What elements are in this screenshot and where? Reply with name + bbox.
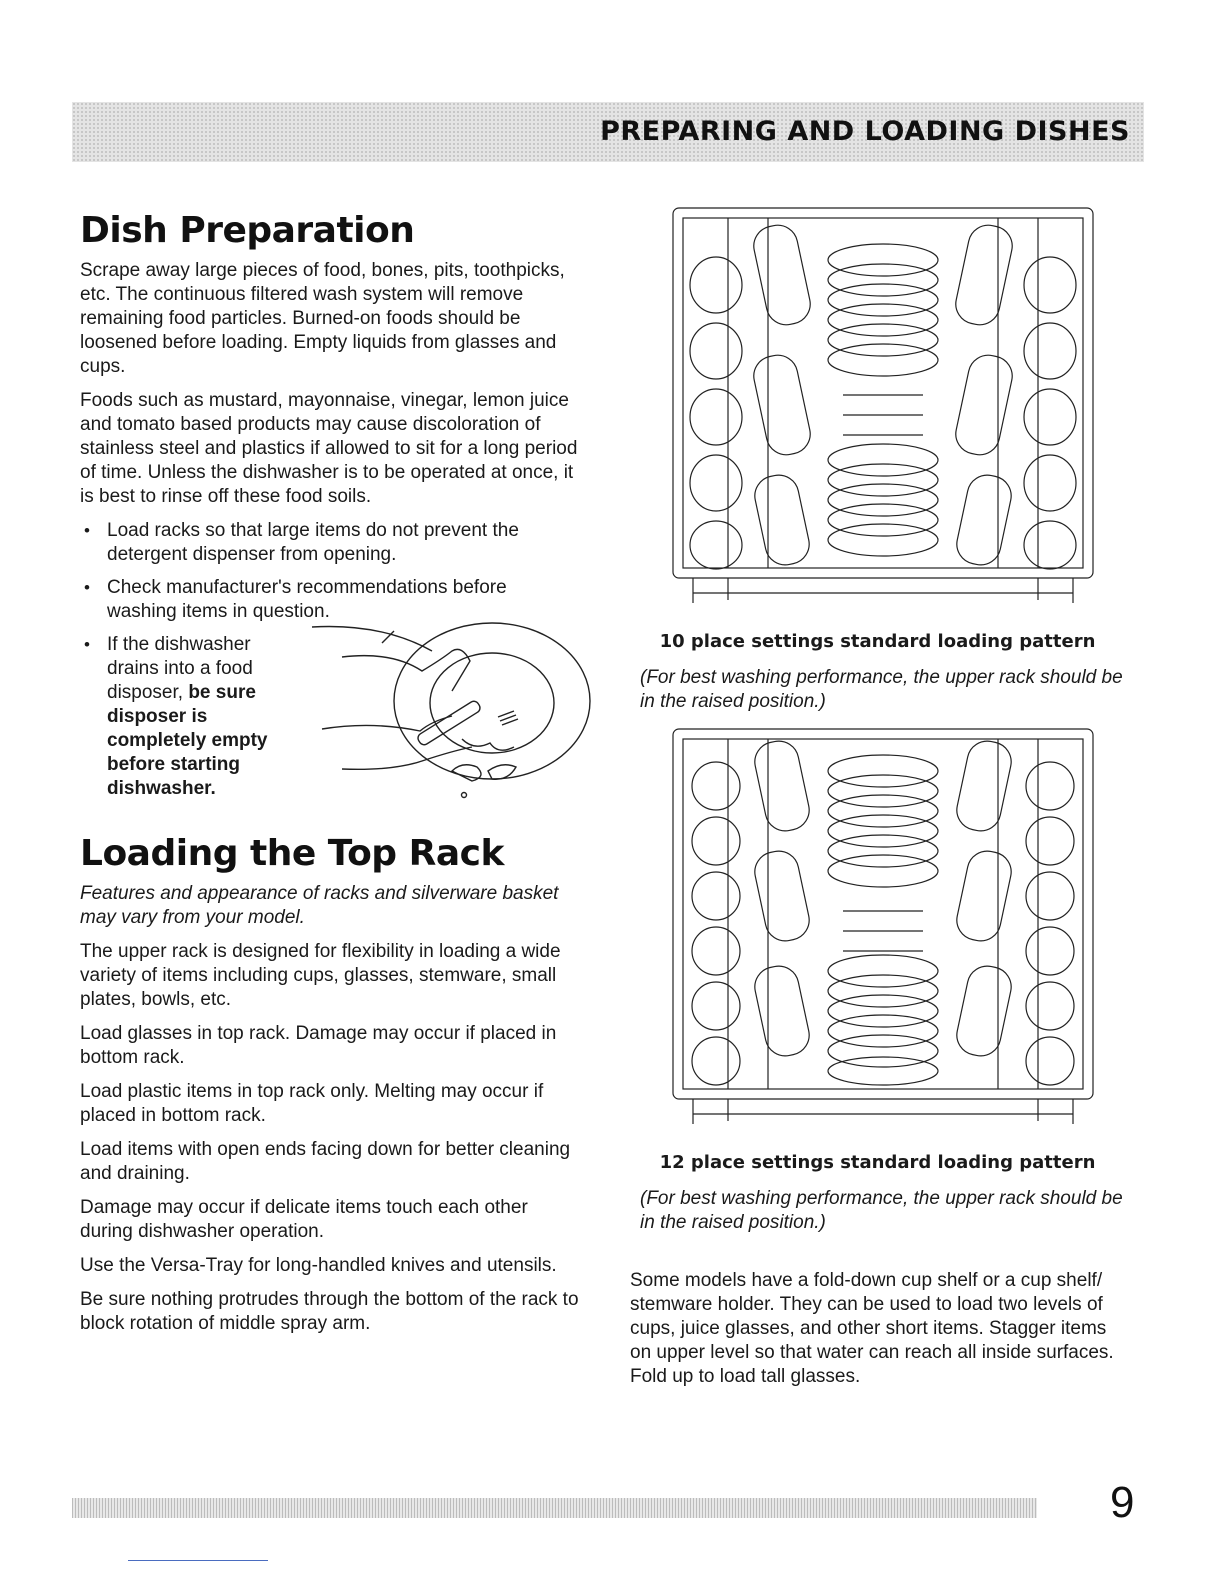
- bullet-food-disposer: [80, 633, 580, 821]
- top-rack-paragraph-1: The upper rack is designed for flexibility in loading a wide variety of items including cups, glasses, stemware, small plates, bowls, etc.: [80, 941, 561, 1010]
- top-rack-paragraph-4: Load items with open ends facing down for better cleaning and draining.: [80, 1139, 571, 1184]
- top-rack-paragraph-3: Load plastic items in top rack only. Melting may occur if placed in bottom rack.: [80, 1081, 544, 1126]
- page-number: 9: [1110, 1478, 1135, 1527]
- top-rack-intro: Features and appearance of racks and silverware basket may vary from your model.: [80, 883, 559, 928]
- figure-1-caption: 10 place settings standard loading pattern: [659, 631, 1096, 652]
- footer-bar: [72, 1498, 1037, 1518]
- rack-12-place-illustration: [668, 726, 1098, 1136]
- loading-top-rack-heading: Loading the Top Rack: [80, 833, 504, 874]
- disposer-text-bold: be sure disposer is completely empty before starting dishwasher.: [107, 682, 268, 799]
- right-column: [630, 205, 1130, 1399]
- top-rack-paragraph-7: Be sure nothing protrudes through the bottom of the rack to block rotation of middle spray arm.: [80, 1289, 579, 1334]
- left-column: [80, 210, 580, 1346]
- cup-shelf-paragraph: Some models have a fold-down cup shelf or a cup shelf/ stemware holder. They can be used to load two levels of cups, juice glasses, and other short items. Stagger items on upper level so that water can reach all inside surfaces. Fold up to load tall glasses.: [630, 1270, 1114, 1387]
- section-title: PREPARING AND LOADING DISHES: [600, 116, 1130, 147]
- figure-2-caption: 12 place settings standard loading pattern: [659, 1152, 1096, 1173]
- bullet-manufacturer-recommendations: • Check manufacturer's recommendations before washing items in question.: [80, 576, 580, 624]
- dish-prep-paragraph-2: Foods such as mustard, mayonnaise, vinegar, lemon juice and tomato based products may cause discoloration of stainless steel and plastics if allowed to sit for a long period of time. Unless the dishwasher is to be operated at once, it is best to rinse off these food soils.: [80, 390, 578, 507]
- top-rack-paragraph-2: Load glasses in top rack. Damage may occur if placed in bottom rack.: [80, 1023, 557, 1068]
- rack-10-place-illustration: [668, 205, 1098, 615]
- figure-2-note: (For best washing performance, the upper rack should be in the raised position.): [640, 1188, 1123, 1233]
- scraping-plate-illustration: [302, 621, 602, 821]
- figure-1-note: (For best washing performance, the upper rack should be in the raised position.): [640, 667, 1123, 712]
- disposer-text-plain: If the dishwasher drains into a food disposer,: [107, 634, 253, 703]
- dish-preparation-heading: Dish Preparation: [80, 210, 415, 251]
- footer-link-underline: [128, 1560, 268, 1561]
- dish-prep-paragraph-1: Scrape away large pieces of food, bones, pits, toothpicks, etc. The continuous filtered wash system will remove remaining food particles. Burned-on foods should be loosened before loading. Empty liquids from glasses and cups.: [80, 260, 565, 377]
- top-rack-paragraph-6: Use the Versa-Tray for long-handled knives and utensils.: [80, 1255, 557, 1276]
- top-rack-paragraph-5: Damage may occur if delicate items touch each other during dishwasher operation.: [80, 1197, 528, 1242]
- section-banner: [72, 102, 1144, 162]
- bullet-detergent-dispenser: • Load racks so that large items do not prevent the detergent dispenser from opening.: [80, 519, 580, 567]
- dish-prep-bullets: [80, 519, 580, 821]
